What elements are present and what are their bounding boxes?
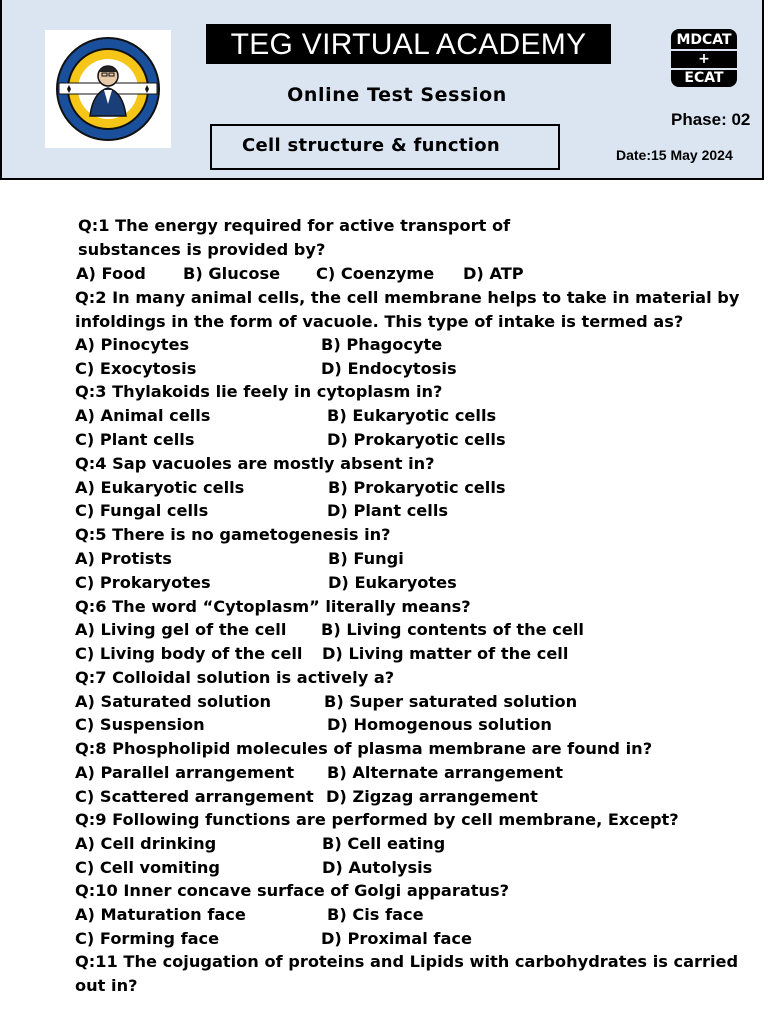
question-1-line-2: substances is provided by? — [78, 240, 326, 259]
q7-option-c: C) Suspension — [75, 715, 205, 734]
q8-option-b: B) Alternate arrangement — [327, 763, 563, 782]
q6-option-c: C) Living body of the cell — [75, 644, 303, 663]
q8-option-d: D) Zigzag arrangement — [326, 787, 538, 806]
badge-plus: + — [671, 49, 737, 70]
q7-option-a: A) Saturated solution — [75, 692, 272, 711]
academy-title: TEG VIRTUAL ACADEMY — [206, 24, 611, 64]
question-3: Q:3 Thylakoids lie feely in cytoplasm in? — [75, 382, 443, 401]
question-5: Q:5 There is no gametogenesis in? — [75, 525, 391, 544]
q10-option-d: D) Proximal face — [321, 929, 472, 948]
q3-option-a: A) Animal cells — [75, 406, 211, 425]
q4-option-c: C) Fungal cells — [75, 501, 209, 520]
q10-option-c: C) Forming face — [75, 929, 220, 948]
question-10: Q:10 Inner concave surface of Golgi apparatus? — [75, 881, 510, 900]
q2-option-c: C) Exocytosis — [75, 359, 197, 378]
q9-option-a: A) Cell drinking — [75, 834, 217, 853]
q1-option-b: B) Glucose — [183, 264, 281, 283]
phase-label: Phase: 02 — [671, 110, 751, 129]
q4-option-d: D) Plant cells — [327, 501, 449, 520]
academy-logo — [45, 30, 171, 148]
q5-option-b: B) Fungi — [328, 549, 404, 568]
question-11-line-1: Q:11 The cojugation of proteins and Lipids with carbohydrates is carried — [75, 952, 739, 971]
date-label: Date:15 May 2024 — [616, 147, 733, 163]
q3-option-c: C) Plant cells — [75, 430, 195, 449]
q10-option-b: B) Cis face — [327, 905, 424, 924]
q9-option-d: D) Autolysis — [322, 858, 433, 877]
session-title: Online Test Session — [287, 84, 507, 106]
question-11-line-2: out in? — [75, 976, 138, 995]
q6-option-d: D) Living matter of the cell — [322, 644, 569, 663]
q3-option-b: B) Eukaryotic cells — [327, 406, 497, 425]
question-9: Q:9 Following functions are performed by cell membrane, Except? — [75, 810, 679, 829]
q1-option-a: A) Food — [76, 264, 146, 283]
question-4: Q:4 Sap vacuoles are mostly absent in? — [75, 454, 435, 473]
q9-option-c: C) Cell vomiting — [75, 858, 220, 877]
q9-option-b: B) Cell eating — [322, 834, 446, 853]
q7-option-d: D) Homogenous solution — [327, 715, 552, 734]
question-2-line-2: infoldings in the form of vacuole. This type of intake is termed as? — [75, 312, 684, 331]
q3-option-d: D) Prokaryotic cells — [327, 430, 506, 449]
q8-option-a: A) Parallel arrangement — [75, 763, 295, 782]
badge-bottom: ECAT — [684, 70, 724, 86]
badge-top: MDCAT — [676, 32, 732, 48]
q10-option-a: A) Maturation face — [75, 905, 246, 924]
q2-option-b: B) Phagocyte — [321, 335, 443, 354]
question-6: Q:6 The word “Cytoplasm” literally means? — [75, 597, 471, 616]
q5-option-d: D) Eukaryotes — [328, 573, 457, 592]
q4-option-b: B) Prokaryotic cells — [328, 478, 506, 497]
question-2-line-1: Q:2 In many animal cells, the cell membrane helps to take in material by — [75, 288, 740, 307]
q4-option-a: A) Eukaryotic cells — [75, 478, 245, 497]
exam-badge — [671, 29, 737, 87]
q5-option-a: A) Protists — [75, 549, 172, 568]
question-7: Q:7 Colloidal solution is actively a? — [75, 668, 395, 687]
header-banner — [0, 0, 764, 180]
question-8: Q:8 Phospholipid molecules of plasma membrane are found in? — [75, 739, 653, 758]
question-1-line-1: Q:1 The energy required for active transport of — [78, 216, 511, 235]
q1-option-d: D) ATP — [463, 264, 524, 283]
q8-option-c: C) Scattered arrangement — [75, 787, 314, 806]
q6-option-b: B) Living contents of the cell — [321, 620, 584, 639]
q6-option-a: A) Living gel of the cell — [75, 620, 287, 639]
q5-option-c: C) Prokaryotes — [75, 573, 211, 592]
q1-option-c: C) Coenzyme — [316, 264, 435, 283]
q2-option-a: A) Pinocytes — [75, 335, 190, 354]
topic-box — [210, 124, 560, 170]
topic-title: Cell structure & function — [242, 135, 501, 156]
q7-option-b: B) Super saturated solution — [324, 692, 578, 711]
q2-option-d: D) Endocytosis — [321, 359, 457, 378]
